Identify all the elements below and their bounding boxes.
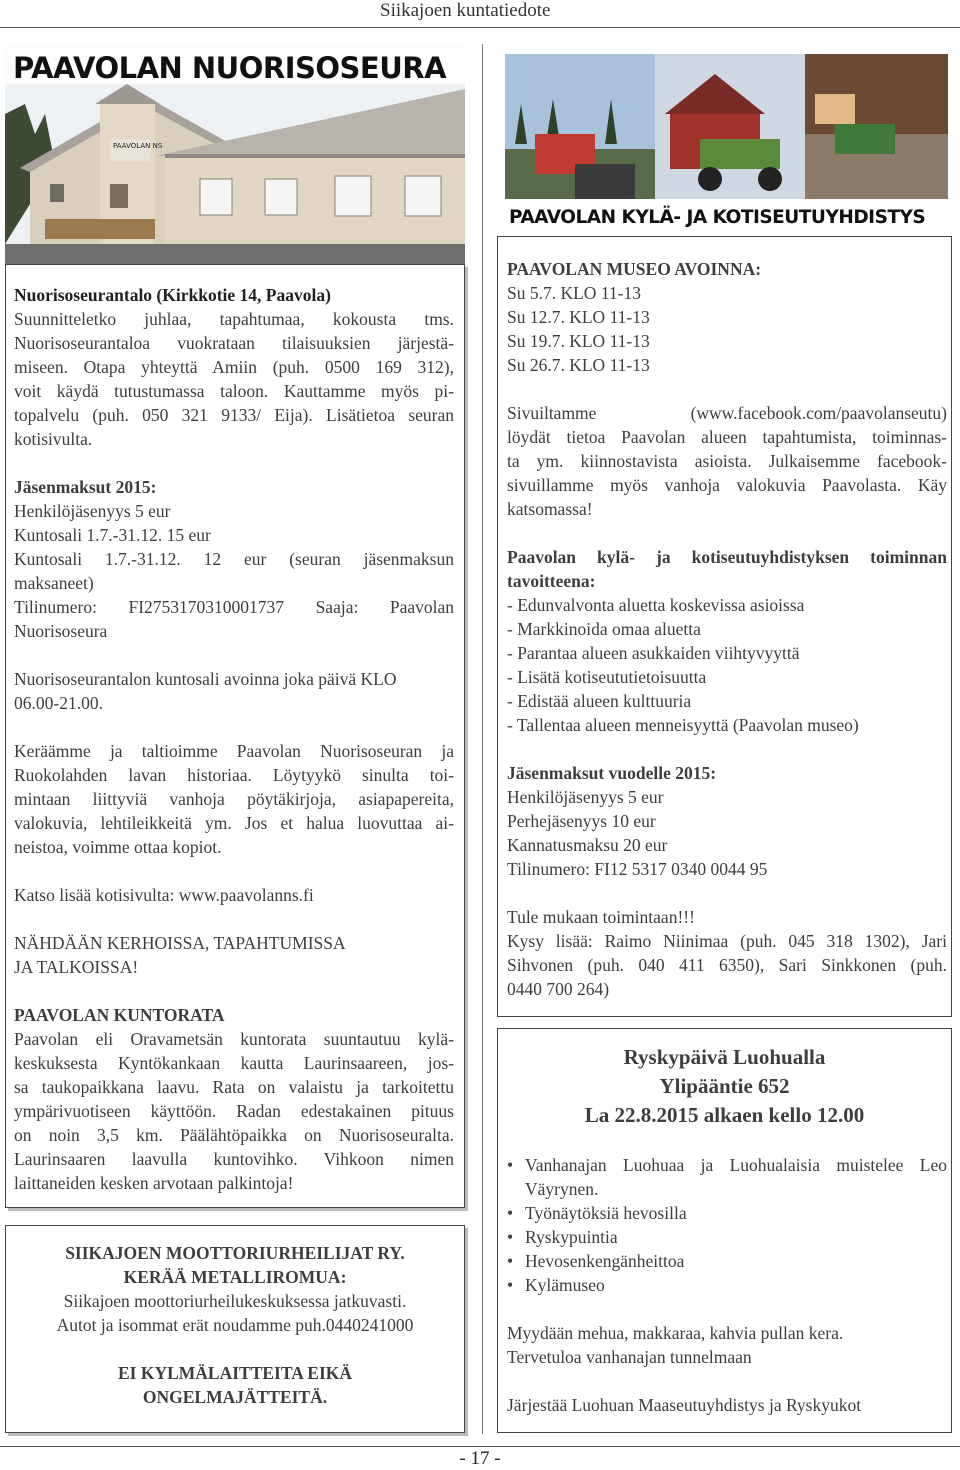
facebook-line: löydät tietoa Paavolan alueen tapahtumista, toiminnas-: [507, 427, 947, 447]
event-address: Ylipääntie 652: [659, 1074, 790, 1098]
program-item-text: Vanhanajan Luohuaa ja Luohualaisia muistelee Leo: [525, 1155, 947, 1175]
scrap-line: Autot ja isommat erät noudamme puh.0440241000: [56, 1315, 414, 1335]
program-item: [507, 1273, 947, 1297]
contact-line: 0440 700 264): [507, 979, 610, 999]
program-item-text: Hevosenkengänheittoa: [525, 1251, 685, 1271]
account-line: Tilinumero: FI12 5317 0340 0044 95: [507, 859, 768, 879]
goal-item: - Edistää alueen kulttuuria: [507, 691, 692, 711]
program-item-text: Ryskypuintia: [525, 1227, 618, 1247]
goal-item: - Edunvalvonta aluetta koskevissa asioissa: [507, 595, 805, 615]
history-line: mintaan liittyviä vanhoja pöytäkirjoja, asiapapereita,: [14, 789, 454, 809]
program-item-continued: Väyrynen.: [525, 1179, 599, 1199]
fee-line: Henkilöjäsenyys 5 eur: [14, 501, 171, 521]
museum-title: PAAVOLAN MUSEO AVOINNA:: [507, 259, 762, 279]
column-divider: [482, 44, 483, 1434]
join-line: Tule mukaan toimintaan!!!: [507, 907, 695, 927]
fee-line: Kuntosali 1.7.-31.12. 15 eur: [14, 525, 211, 545]
museum-time: Su 12.7. KLO 11-13: [507, 307, 650, 327]
museum-time: Su 26.7. KLO 11-13: [507, 355, 650, 375]
hall-title: Nuorisoseurantalo (Kirkkotie 14, Paavola): [14, 285, 331, 305]
header-rule: [0, 27, 960, 28]
track-line: ympärivuotiseen käyttöön. Radan edestakainen pituus: [14, 1101, 454, 1121]
facebook-line: Sivuiltamme (www.facebook.com/paavolanseutu): [507, 403, 947, 423]
program-item: [507, 1201, 947, 1225]
goals-title: Paavolan kylä- ja kotiseutuyhdistyksen toiminnan: [507, 547, 947, 567]
history-line: Ruokolahden lavan historiaa. Löytyykö sinulta toi-: [14, 765, 454, 785]
metal-scrap-box: [5, 1225, 465, 1433]
sale-line: Tervetuloa vanhanajan tunnelmaan: [507, 1347, 752, 1367]
program-item: [507, 1153, 947, 1177]
hall-text: [14, 307, 454, 451]
goal-item: - Tallentaa alueen menneisyyttä (Paavolan museo): [507, 715, 859, 735]
organizer-line: Järjestää Luohuan Maaseutuyhdistys ja Ryskyukot: [507, 1395, 862, 1415]
history-line: neistoa, voimme ottaa kopiot.: [14, 837, 222, 857]
history-line: Keräämme ja taltioimme Paavolan Nuorisoseuran ja: [14, 741, 454, 761]
association-fees-title: Jäsenmaksut vuodelle 2015:: [507, 763, 717, 783]
publication-title: Siikajoen kuntatiedote: [380, 0, 551, 21]
facebook-line: katsomassa!: [507, 499, 593, 519]
fee-line: Kuntosali 1.7.-31.12. 12 eur (seuran jäsenmaksun: [14, 549, 454, 569]
gym-hours-line: Nuorisoseurantalon kuntosali avoinna joka päivä KLO: [14, 669, 397, 689]
event-date: La 22.8.2015 alkaen kello 12.00: [584, 1103, 865, 1127]
goal-item: - Markkinoida omaa aluetta: [507, 619, 701, 639]
sale-line: Myydään mehua, makkaraa, kahvia pullan kera.: [507, 1323, 844, 1343]
text-line: kotisivulta.: [14, 429, 93, 449]
program-item-text: Kylämuseo: [525, 1275, 605, 1295]
warning-line: ONGELMAJÄTTEITÄ.: [142, 1387, 328, 1407]
track-title: PAAVOLAN KUNTORATA: [14, 1005, 225, 1025]
fee-line: maksaneet): [14, 573, 94, 593]
fees-title: Jäsenmaksut 2015:: [14, 477, 157, 497]
youth-club-photo: [5, 44, 465, 264]
track-line: sa taukopaikkana laavu. Rata on valaistu ja tarkoitettu: [14, 1077, 454, 1097]
goals-title: tavoitteena:: [507, 571, 596, 591]
website-link[interactable]: Katso lisää kotisivulta: www.paavolanns.fi: [14, 885, 314, 905]
scrap-title: KERÄÄ METALLIROMUA:: [123, 1267, 347, 1287]
track-line: on noin 3,5 km. Päälähtöpaikka on Nuorisoseuralta.: [14, 1125, 454, 1145]
program-item-text: Työnäytöksiä hevosilla: [525, 1203, 687, 1223]
fee-line: Perhejäsenyys 10 eur: [507, 811, 656, 831]
rysky-day-box: [497, 1028, 952, 1433]
museum-time: Su 19.7. KLO 11-13: [507, 331, 650, 351]
museum-time: Su 5.7. KLO 11-13: [507, 283, 642, 303]
contact-line: Kysy lisää: Raimo Niinimaa (puh. 045 318 1302), Jari: [507, 931, 947, 951]
youth-club-banner: PAAVOLAN NUORISOSEURA: [13, 51, 447, 85]
village-association-info-box: [497, 236, 952, 1017]
text-line: Suunnitteletko juhlaa, tapahtumaa, kokousta tms.: [14, 309, 454, 329]
facebook-line: ta ym. kiinnostavista asioista. Julkaisemme facebook-: [507, 451, 947, 471]
youth-club-info-box: [5, 264, 465, 1208]
goal-item: - Parantaa alueen asukkaiden viihtyvyyttä: [507, 643, 800, 663]
program-item: [507, 1225, 947, 1249]
village-association-photo: [505, 54, 948, 234]
page-number: - 17 -: [459, 1448, 501, 1469]
see-you-line: JA TALKOISSA!: [14, 957, 139, 977]
account-line: Tilinumero: FI2753170310001737 Saaja: Paavolan: [14, 597, 454, 617]
village-association-banner: PAAVOLAN KYLÄ- JA KOTISEUTUYHDISTYS: [509, 207, 926, 228]
scrap-line: Siikajoen moottoriurheilukeskuksessa jatkuvasti.: [63, 1291, 407, 1311]
goal-item: - Lisätä kotiseututietoisuutta: [507, 667, 707, 687]
see-you-line: NÄHDÄÄN KERHOISSA, TAPAHTUMISSA: [14, 933, 346, 953]
history-line: valokuvia, lehtileikkeitä ym. Jos et halua luovuttaa ai-: [14, 813, 454, 833]
event-title: Ryskypäivä Luohualla: [623, 1045, 826, 1069]
fee-line: Henkilöjäsenyys 5 eur: [507, 787, 664, 807]
track-line: keskuksesta Kyntökankaan kautta Laurinsaareen, jos-: [14, 1053, 454, 1073]
account-line: Nuorisoseura: [14, 621, 108, 641]
gym-hours-line: 06.00-21.00.: [14, 693, 103, 713]
building-sign: PAAVOLAN NS: [113, 142, 163, 150]
track-line: laittaneiden kesken arvotaan palkintoja!: [14, 1173, 294, 1193]
track-line: Paavolan eli Oravametsän kuntorata suuntautuu kylä-: [14, 1029, 454, 1049]
footer-rule: [0, 1446, 960, 1447]
fee-line: Kannatusmaksu 20 eur: [507, 835, 668, 855]
text-line: miseen. Otapa yhteyttä Amiin (puh. 0500 169 312),: [14, 357, 454, 377]
contact-line: Sihvonen (puh. 040 411 6350), Sari Sinkkonen (puh.: [507, 955, 947, 975]
text-line: Nuorisoseurantaloa vuokrataan tilaisuuksien järjestä-: [14, 333, 454, 353]
text-line: voit käydä tutustumassa taloon. Kauttamme myös pi-: [14, 381, 454, 401]
facebook-line: sivuillamme myös vanhoja valokuvia Paavolasta. Käy: [507, 475, 947, 495]
moto-club-title: SIIKAJOEN MOOTTORIURHEILIJAT RY.: [65, 1243, 405, 1263]
track-line: Laurinsaaren laavulla kuntovihko. Vihkoon nimen: [14, 1149, 454, 1169]
warning-line: EI KYLMÄLAITTEITA EIKÄ: [117, 1363, 353, 1383]
program-item: [507, 1249, 947, 1273]
text-line: topalvelu (puh. 050 321 9133/ Eija). Lisätietoa seuran: [14, 405, 454, 425]
